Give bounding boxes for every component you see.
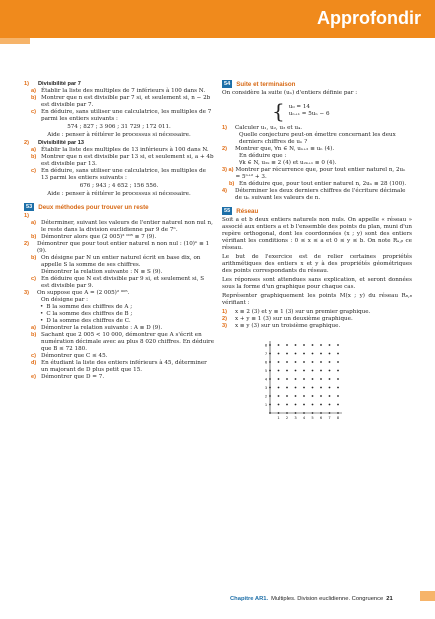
question-text: x + y ≡ 1 (3) sur un deuxième graphique. — [235, 316, 353, 322]
exercise-54 — [222, 80, 412, 202]
question-text: On suppose que A = (2 005)² ⁰⁰⁵. — [37, 290, 130, 296]
lattice-point — [278, 353, 280, 355]
question-text: Montrer par récurrence que, pour tout entier naturel n, 2uₙ = 5ⁿ⁺² + 3. — [235, 167, 406, 180]
item-text: Montrer que n est divisible par 7 si, et seulement si, n − 2b est divisible par 7. — [41, 95, 211, 108]
item-text: On désigne par : — [41, 297, 89, 303]
lattice-point — [312, 395, 314, 397]
lattice-point — [295, 353, 297, 355]
lattice-point — [337, 395, 339, 397]
lattice-point — [312, 344, 314, 346]
page-number: 21 — [386, 596, 393, 602]
lattice-point — [295, 412, 297, 414]
lattice-point — [269, 353, 271, 355]
item-label: a) — [31, 220, 36, 226]
x-tick-label: 2 — [285, 416, 289, 420]
question-label: 3) — [222, 323, 227, 329]
lattice-point — [303, 361, 305, 363]
lattice-point — [286, 344, 288, 346]
lattice-point — [337, 370, 339, 372]
item-label: a) — [31, 325, 36, 331]
lattice-point — [303, 395, 305, 397]
item-text: Démontrer la relation suivante : N ≡ S (9). — [41, 269, 163, 275]
item-text: Quelle conjecture peut-on émettre concernant les deux derniers chiffres de uₙ ? — [239, 132, 396, 145]
paragraph: Le but de l'exercice est de relier certaines propriétés arithmétiques des entiers x et y à des propriétés géométriques des points correspondants du réseau. — [222, 254, 412, 274]
lattice-graph — [260, 333, 342, 423]
item-text: En étudiant la liste des entiers inférieurs à 45, déterminer un majorant de D plus petit que 15. — [41, 360, 207, 373]
item-text: En déduire que, pour tout entier naturel n, 2uₙ ≡ 28 (100). — [239, 181, 407, 187]
item-text: En déduire, sans utiliser une calculatrice, les multiples de 7 parmi les entiers suivants : — [41, 109, 212, 122]
question-label: 3) — [24, 290, 29, 296]
lattice-point — [312, 353, 314, 355]
lattice-point — [329, 353, 331, 355]
lattice-point — [337, 378, 339, 380]
item-text: ∀k ∈ N, u₂ₖ ≡ 2 (4) et u₂ₖ₊₁ ≡ 0 (4). — [239, 160, 337, 166]
exercise-title: Réseau — [236, 207, 259, 215]
item-label — [31, 269, 39, 276]
lattice-point — [303, 378, 305, 380]
lattice-point — [303, 353, 305, 355]
lattice-point — [303, 404, 305, 406]
item-text: En déduire que N est divisible par 9 si, et seulement si, S est divisible par 9. — [41, 276, 205, 289]
lattice-point — [286, 387, 288, 389]
x-tick-label: 1 — [277, 416, 280, 420]
x-tick-label: 3 — [294, 416, 297, 420]
lattice-point — [320, 412, 322, 414]
lattice-point — [269, 404, 271, 406]
y-tick-label: 7 — [264, 351, 268, 356]
item-label: c) — [31, 168, 36, 174]
lattice-point — [286, 412, 288, 414]
exercise-53: 53 Deux méthodes pour trouver un reste 1) a) Déterminer, suivant les valeurs de l'entier naturel non nul n, le reste dans la division euclidienne par 9 de 7ⁿ. b) Démontrer alors que (2 005)² ⁰⁰⁵ ≡ 7 (9). 2) Démontrer que pour tout entier naturel n non nul : (10)ⁿ ≡ 1 (9). b) On désigne par N un entier naturel écrit en base dix, on appelle S la somme de ses chiffres. Démontrer la relation suivante : N ≡ S (9). c) En déduire que N est divisible par 9 si, et seulement si, S est divisible par 9. 3) On suppose que A = (2 005)² ⁰⁰⁵. On désigne par : • B la somme des chiffres de A ; • C la somme des chiffres de B ; • D la somme des chiffres de C. a) Démontrer la relation suivante : A ≡ D (9). b) Sachant que 2 005 < 10 000, démontrer que A s'écrit en numération décimale avec au plus 8 020 chiffres. En déduire que B ≤ 72 180. c) Démontrer que C ≤ 45. d) En étudiant la liste des entiers inférieurs à 45, déterminer un majorant de D plus petit que 15. e) Démontrer que D = 7. — [24, 203, 215, 380]
lattice-point — [312, 387, 314, 389]
lattice-point — [286, 395, 288, 397]
lattice-point — [320, 395, 322, 397]
question-text: Montrer que, ∀n ∈ N, uₙ₊₂ ≡ uₙ (4). — [235, 146, 335, 152]
lattice-point — [295, 387, 297, 389]
lattice-point — [320, 353, 322, 355]
lattice-point — [269, 370, 271, 372]
item-text: Démontrer que D = 7. — [41, 374, 105, 380]
recurrence-system: { u₀ = 14 uₙ₊₁ = 5uₙ − 6 — [272, 99, 330, 123]
footer-text: Multiples. Division euclidienne. Congruence — [271, 596, 384, 602]
lattice-point — [278, 378, 280, 380]
paragraph: Soit a et b deux entiers naturels non nuls. On appelle « réseau » associé aux entiers a et b l'ensemble des points du plan, muni d'un repère orthogonal, dont les coordonnées (x ; y) sont des entiers vérifiant les conditions : 0 ≤ x ≤ a et 0 ≤ y ≤ b. On note Rₐ,ᵦ ce réseau. — [222, 217, 412, 251]
hint-text: Aide : penser à réitérer le processus si nécessaire. — [47, 132, 191, 138]
question-label: 1) — [222, 125, 227, 131]
lattice-point — [312, 378, 314, 380]
lattice-point — [295, 378, 297, 380]
item-label: b) — [31, 95, 37, 101]
lattice-point — [278, 344, 280, 346]
lattice-point — [269, 361, 271, 363]
system-line: u₀ = 14 — [288, 104, 310, 110]
lattice-point — [320, 370, 322, 372]
item-label: c) — [31, 276, 36, 282]
lattice-point — [337, 353, 339, 355]
item-label: b) — [31, 332, 37, 338]
item-label: b) — [31, 255, 37, 261]
lattice-point — [286, 378, 288, 380]
page-footer — [230, 596, 393, 603]
footer-tab — [420, 591, 435, 601]
item-label: b) — [229, 181, 235, 187]
exercise-divisibility — [24, 81, 214, 198]
lattice-point — [286, 361, 288, 363]
system-line: uₙ₊₁ = 5uₙ − 6 — [288, 111, 330, 117]
exercise-title: Suite et terminaison — [236, 80, 296, 88]
question-text: Démontrer que pour tout entier naturel n non nul : (10)ⁿ ≡ 1 (9). — [37, 241, 210, 254]
header-bar — [0, 0, 435, 38]
exercise-intro: On considère la suite (uₙ) d'entiers définie par : — [222, 90, 358, 96]
item-text: On désigne par N un entier naturel écrit en base dix, on appelle S la somme de ses chiffres. — [41, 255, 201, 268]
item-text: En déduire, sans utiliser une calculatrice, les multiples de 13 parmi les entiers suivants : — [41, 168, 206, 181]
part-title: Divisibilité par 7 — [38, 81, 81, 87]
lattice-point — [329, 395, 331, 397]
item-label: c) — [31, 109, 36, 115]
item-text: Démontrer la relation suivante : A ≡ D (9). — [41, 325, 163, 331]
item-text: Démontrer que C ≤ 45. — [41, 353, 108, 359]
lattice-point — [278, 370, 280, 372]
lattice-point — [337, 344, 339, 346]
lattice-point — [303, 412, 305, 414]
lattice-point — [295, 395, 297, 397]
item-text: En déduire que : — [239, 153, 287, 159]
y-tick-label: 2 — [264, 394, 268, 399]
question-text: Calculer u₁, u₂, u₃ et u₄. — [235, 125, 303, 131]
lattice-point — [320, 344, 322, 346]
item-text: Établir la liste des multiples de 13 inférieurs à 100 dans N. — [41, 147, 209, 153]
lattice-point — [278, 404, 280, 406]
bullet-text: D la somme des chiffres de C. — [46, 318, 131, 324]
question-text: x ≡ 2 (3) et y ≡ 1 (3) sur un premier graphique. — [235, 309, 371, 315]
lattice-point — [337, 412, 339, 414]
x-tick-label: 7 — [328, 416, 331, 420]
part-title: Divisibilité par 13 — [38, 140, 85, 146]
y-tick-label: 4 — [264, 377, 268, 382]
lattice-point — [278, 412, 280, 414]
exercise-number: 54 — [224, 81, 231, 87]
lattice-point — [278, 395, 280, 397]
exercise-number: 53 — [26, 204, 33, 210]
lattice-point — [278, 361, 280, 363]
lattice-point — [337, 387, 339, 389]
question-label: 2) — [222, 146, 227, 152]
question-label: 1) — [222, 309, 227, 315]
lattice-point — [286, 370, 288, 372]
question-label: 2) — [222, 316, 227, 322]
paragraph: Représenter graphiquement les points M(x ; y) du réseau R₈,₈ vérifiant : — [222, 293, 412, 306]
y-tick-label: 3 — [264, 385, 268, 390]
footer-chapter: Chapitre AR1. — [230, 596, 269, 602]
part-div13 — [24, 140, 214, 198]
lattice-point — [329, 361, 331, 363]
part-label: 1) — [24, 81, 29, 87]
item-label: a) — [31, 147, 36, 153]
question-label: 3) a) — [222, 167, 234, 173]
lattice-point — [286, 353, 288, 355]
part-div7 — [24, 81, 214, 139]
item-label: b) — [31, 234, 37, 240]
item-text: Montrer que n est divisible par 13 si, et seulement si, a + 4b est divisible par 13. — [41, 154, 214, 167]
item-text: Déterminer, suivant les valeurs de l'entier naturel non nul n, le reste dans la division euclidienne par 9 de 7ⁿ. — [41, 220, 213, 233]
y-tick-label: 6 — [264, 360, 268, 365]
exercise-number: 55 — [224, 208, 231, 214]
exercise-55 — [222, 207, 412, 426]
lattice-point — [295, 344, 297, 346]
lattice-point — [303, 387, 305, 389]
question-text: x ≡ y (3) sur un troisième graphique. — [235, 323, 341, 329]
lattice-point — [295, 370, 297, 372]
lattice-point — [312, 412, 314, 414]
lattice-point — [337, 361, 339, 363]
lattice-point — [329, 387, 331, 389]
item-label: e) — [31, 374, 36, 380]
x-tick-label: 6 — [319, 416, 323, 420]
number-list: 676 ; 943 ; 4 652 ; 156 556. — [79, 183, 159, 189]
question-text: Déterminer les deux derniers chiffres de l'écriture décimale de uₙ suivant les valeurs de n. — [235, 188, 406, 201]
item-label: b) — [31, 154, 37, 160]
lattice-point — [269, 387, 271, 389]
hint-text: Aide : penser à réitérer le processus si nécessaire. — [47, 191, 191, 197]
left-column — [24, 80, 214, 386]
item-text: Établir la liste des multiples de 7 inférieurs à 100 dans N. — [41, 88, 206, 94]
lattice-point — [295, 404, 297, 406]
y-tick-label: 1 — [264, 402, 268, 407]
item-label: c) — [31, 353, 36, 359]
page-title: Approfondir — [317, 8, 421, 28]
item-label: a) — [31, 88, 36, 94]
lattice-point — [320, 361, 322, 363]
paragraph: Les réponses sont attendues sans explication, et seront données sous la forme d'un graphique pour chaque cas. — [222, 277, 412, 290]
lattice-point — [320, 387, 322, 389]
lattice-point — [303, 370, 305, 372]
item-text: Démontrer alors que (2 005)² ⁰⁰⁵ ≡ 7 (9). — [41, 234, 157, 240]
lattice-point — [269, 344, 271, 346]
lattice-point — [295, 361, 297, 363]
lattice-point — [312, 361, 314, 363]
question-label: 2) — [24, 241, 29, 247]
lattice-point — [329, 404, 331, 406]
item-text: Sachant que 2 005 < 10 000, démontrer que A s'écrit en numération décimale avec au plus 8 020 chiffres. En déduire que B ≤ 72 180. — [41, 332, 215, 352]
lattice-point — [269, 395, 271, 397]
lattice-point — [329, 412, 331, 414]
header-tab — [0, 38, 30, 44]
lattice-point — [312, 370, 314, 372]
exercise-title: Deux méthodes pour trouver un reste — [38, 203, 149, 211]
right-column — [222, 80, 412, 431]
number-list: 574 ; 827 ; 3 906 ; 31 729 ; 172 011. — [67, 124, 171, 130]
lattice-point — [269, 378, 271, 380]
x-tick-label: 5 — [311, 416, 314, 420]
x-tick-label: 4 — [302, 416, 306, 420]
lattice-point — [320, 378, 322, 380]
lattice-point — [303, 344, 305, 346]
y-tick-label: 8 — [264, 343, 268, 348]
lattice-point — [320, 404, 322, 406]
question-label: 4) — [222, 188, 227, 194]
lattice-point — [269, 412, 271, 414]
lattice-point — [337, 404, 339, 406]
lattice-point — [329, 378, 331, 380]
bullet-text: C la somme des chiffres de B ; — [46, 311, 133, 317]
part-label: 2) — [24, 140, 29, 146]
lattice-point — [312, 404, 314, 406]
y-tick-label: 5 — [264, 368, 268, 373]
question-label: 1) — [24, 213, 29, 219]
x-tick-label: 8 — [336, 416, 340, 420]
lattice-point — [329, 344, 331, 346]
item-label: d) — [31, 360, 37, 366]
lattice-point — [329, 370, 331, 372]
bullet-text: B la somme des chiffres de A ; — [46, 304, 133, 310]
lattice-point — [278, 387, 280, 389]
lattice-point — [286, 404, 288, 406]
